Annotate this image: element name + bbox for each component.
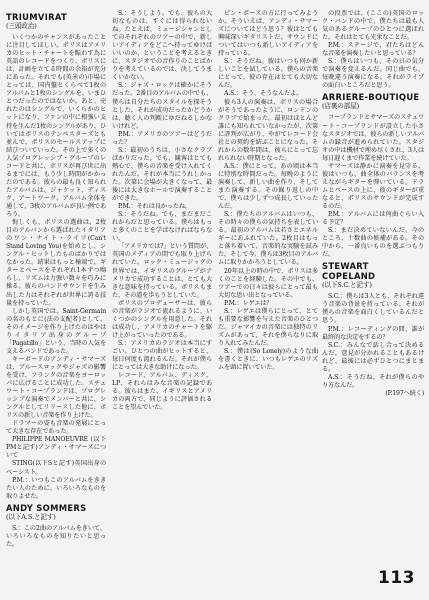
body-paragraph: いくつかのチャンスがあったことに注目してほしい。ポリスはアメリカのヒット・チャートを賑わす為に英語のレコードをつくり、ボリスには、計画を立てる時間の余裕が充分にあった。それでも(英米の)市場にとっては、国内盤とくらべて1枚のアルバムと1枚のシングルを、いまひとつだったのではないか。あと、売れたのはシングルで、いくらかのヒットになり、ファンの中に根強い支持を生んだ1枚のシングルがあり、ひいてはボリスのテンペスターズとも並んで、ポリスのセールスアップに結びついていった。その上で多くの人気プログレッシブ・グループのレコードと共に、ボリスが再び世に出るまでには、もう少し時間がかかったのである。彼らの最も良く知られたアルバムは、ジャケット、ディスク、アートワーク、アルバム全体を通して、3枚のアルバムが良い例であろう。 <box>6 34 106 219</box>
body-paragraph: しかし英国では、Saint-Germainの名のもとに(法の支配者)として、そのイメージを作り上げたのはやはりイタリア出身のグループ「Pagatillo」という、当時の人気を支えるバンドであった。 <box>6 307 106 355</box>
body-paragraph: S.：僕らはいつも、その日の気分で演奏を変えるんだ。同じ曲でも、毎晩違う演奏になる。それがライブの面白いところだと思う。 <box>322 58 424 90</box>
text-column-4 <box>322 10 424 566</box>
body-paragraph: P.M.：アルバムには何曲ぐらい入る予定？ <box>322 211 424 227</box>
body-paragraph: サマーズは静かに演奏を見守る。彼はいつも、曲全体のバランスを考えながらギターを弾いている。ドラムとベースの上に、彼のギターが重なると、ポリスのサウンドが完成するのだ。 <box>322 162 424 210</box>
section-subheading: (以下S.C.と記す) <box>322 281 372 290</box>
body-paragraph: P.M.：レコーディングの間、誰が最終的な決定をするの？ <box>322 325 424 341</box>
section-subheading: (店裏の部屋) <box>322 102 360 111</box>
body-paragraph: S.：そうだね。でも、まだまだこれからだと思っている。僕らはもっと多くのことを学ばなければならない。 <box>112 211 212 243</box>
text-column-2 <box>112 10 212 566</box>
section-heading: STEWART COPELAND <box>322 261 376 282</box>
continued-note: (P.197へ続く) <box>385 389 424 397</box>
body-paragraph: 彼ら3人の演奏は、ボリスの場合がそうであったように、ロンドンのクラブで始まった。最初はほとんど誰にも知られていなかったが、次第に評判が広がり、やがてレコード会社との契約を結ぶことになった。それからの数年間は、彼らにとって忘れられない時期となった。 <box>218 98 318 162</box>
body-paragraph: A.S.：そう、そうなんだよ。 <box>224 90 303 98</box>
body-paragraph: STING(以下Sと記す)英国出身のベーシスト。 <box>6 460 106 476</box>
body-paragraph: ピン・ポーズの方に行ってみようか。そういえば、アンディ・サマーズについてはどう思う？彼はとても興味深いギタリストだ。サウンドについてはいつも新しいアイディアを持っている。 <box>218 10 318 58</box>
section-subheading: (以下A.S.と記す) <box>6 512 56 521</box>
body-paragraph: P.M.：レゲエは？ <box>224 299 273 307</box>
body-paragraph: S.：そうしよう。でも、彼らの大切なものは、すぐには得られないね。たとえば、ミュージシャンとしてのそれぞれのツアーの中で、新しいアイディアをどこへ持ってゆけばいいのか、ということを考えるときに、スタジオでの音作りのことばかりを考えているのでは、決してうまくいかない。 <box>112 10 212 82</box>
body-paragraph: P.M.：いつもこのアルバムをききたい人のために、いろいろなものを取りよせた。 <box>6 476 106 500</box>
text-column-3 <box>218 10 318 566</box>
body-paragraph: S.：僕は(So Lonely)のような曲を書くときに、いつもレゲエのリズムを頭に置いていた。 <box>218 347 318 372</box>
body-paragraph: S.：レゲエは僕らにとって、とても重要な影響を与えた音楽のひとつだ。ジャマイカの音楽には独特のリズムがあって、それを僕らなりに取り入れてみたんだ。 <box>218 307 318 347</box>
body-paragraph: S.：アメリカのラジオは本当にすごい。ひとつの曲がヒットすると、毎日何度も流れるんだ。それが僕らにとっては大きな助けになった。 <box>112 339 212 372</box>
body-paragraph: P.M.：ステージで、君たちはどんな音楽を演奏したいと思っている？ <box>322 42 424 58</box>
body-paragraph: S.：まだ決めていないんだ。今のところ、十数曲の候補がある。その中から、一番良いものを選ぶつもりだ。 <box>322 227 424 259</box>
body-paragraph: P.M.：アメリカのツアーはどうだった？ <box>112 130 212 146</box>
body-paragraph: S.：最初のうちは、小さなクラブばかりだった。でも、観客はとても熱心で、僕らの音楽を受け入れてくれたんだ。それが本当にうれしかった。次第に会場が大きくなって、最後には大きなホールで演奏することができた。 <box>112 146 212 203</box>
body-paragraph: S.：ジャズ・ロックは確かにそうだった。2番目のアルバムの中でも、僕らは自分たちのスタイルを探そうとした。それが成功だったかどうかは、聴く人の判断にゆだねるしかないけれど。 <box>112 82 212 130</box>
text-column-1 <box>6 10 106 566</box>
section-heading: ARRIERE-BOUTIQUE <box>322 92 420 103</box>
body-paragraph: S.：僕たちのアルバムはいつも、その時々の僕らの気持ちを表している。最初のアルバムは若さとエネルギーにあふれていた。2枚目はもっと落ち着いて、音楽的な実験を試みた。そして今、僕らは3枚目のアルバムに取りかかろうとしている。 <box>218 211 318 267</box>
body-paragraph: レコード、アルバム、ディスク、LP、それらはみな音楽の記録である。彼らはまた、イギリスとアメリカの両方で、同じように評価されることを望んでいた。 <box>112 372 212 412</box>
body-paragraph: S.：この2曲のアルバムをきいて、いろいろなものを知りたいと思った。 <box>6 524 106 548</box>
body-paragraph: キーボードのアンディ・サマーズは、ブルースロックやジャズの影響を受け、フランクの音楽をヨーロッパに広げることに成功した。スチュワート・コープランドは、プログレッシブな演奏でメンバーと共に、シングルとしてリリースした他に、ボリスの新しい音楽を作り上げた。 <box>6 355 106 420</box>
body-paragraph: S.：そうだね。彼はいつも何か新しいことを試している。僕らの音楽にとって、彼の存在はとても大切なんだ。 <box>218 58 318 90</box>
body-paragraph: PHILIPPE MANOEUVRE (以下PMと記す)アンディ・サマーズについて <box>6 436 106 460</box>
body-paragraph: の投票では、(ここの)英国のロック・バンドの中で、僕たちは最も人気のあるグループのひとつに選ばれた。それはとても光栄なことだ。 <box>322 10 424 42</box>
body-paragraph: A.S.：僕にとって、あの頃は本当に特別な時間だった。毎晩のように演奏して、新しい曲を作り、そしてまた演奏する。その繰り返しの中で、僕らは少しずつ成長していったんだ。 <box>218 162 318 211</box>
section-heading: ANDY SOMMERS <box>6 502 87 513</box>
body-paragraph: 「アメリカでは?」という質問が、英国のメディアの間でも取り上げられていた。ロック・ミュージックの世界では、イギリスのグループがアメリカで成功することは、とても大きな意味を持っている。ポリスもまた、その道を歩もうとしていた。 <box>112 243 212 299</box>
body-paragraph: 20年以上の時の中で、ポリスは多くのことを経験した。その中でも、ツアーでの日々は彼らにとって最も大切な思い出となっている。 <box>218 267 318 299</box>
section-subheading: (三頭政治) <box>6 22 37 30</box>
body-paragraph: コープランドとサマーズのステュワート・コープランドが設立した小さなスタジオでは、彼らの新しいアルバムの録音が進められていた。スタジオの中は機材で埋め尽くされ、3人は毎日遅くまで作業を続けていた。 <box>322 114 424 162</box>
body-paragraph: 悔しくも、ボリスの選曲は、2枚目のアルバンから選ばれたイタリアのワン・ナイト・ライフ(Can't Stand Loving You)を始めとし、シングル・ヒットしたものばかりではなかった。結果はもっと極端で、ギターとベースをそれぞれ1本ずつ鳴らし、リズムは力強い数々を巧みに操る。彼らのバンドサウンドを生み出した力はそれぞれが世界に誇る技量を持っていた。 <box>6 219 106 307</box>
body-paragraph: A.S.：そうだね。それが僕らのやり方なんだ。 <box>322 373 424 389</box>
body-paragraph: ボリスのプロデューサーは、彼らの音楽がラジオで流れるように、いくつかのシングルを用意した。それは成功し、アメリカのチャートを駆け上がっていったのである。 <box>112 299 212 339</box>
body-paragraph: ドラマーの姿も音楽の発展にとって大きな存在であった。 <box>6 420 106 436</box>
section-heading: TRIUMVIRAT <box>6 12 68 22</box>
body-paragraph: P.M.：それは良かったね。 <box>118 203 191 211</box>
body-paragraph: S.C.：みんなで話し合って決めるんだ。意見が分かれることもあるけれど、最後には必ずひとつにまとまる。 <box>322 341 424 373</box>
body-paragraph: S.C.：僕らは3人とも、それぞれ違う音楽の背景を持っている。それが僕らの音楽を面白くしているんだと思う。 <box>322 293 424 325</box>
page-number: 113 <box>378 568 415 588</box>
